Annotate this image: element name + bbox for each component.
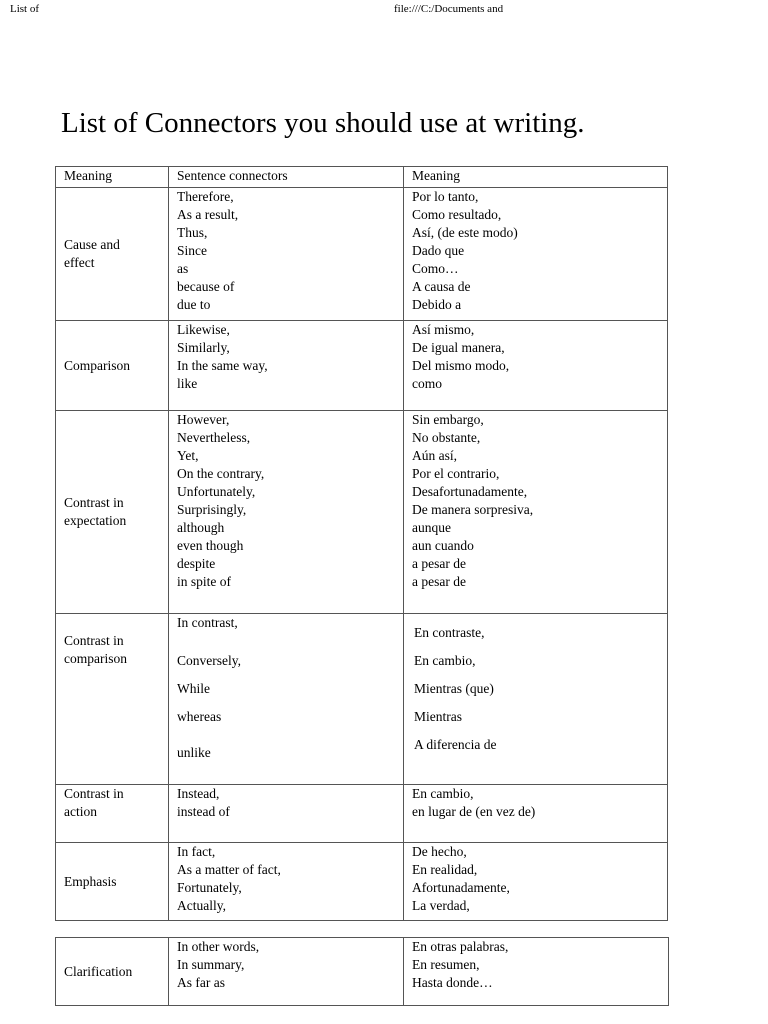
connector: Surprisingly,	[177, 502, 247, 517]
row-meaning	[56, 843, 169, 921]
connector: Unfortunately,	[177, 484, 256, 499]
document-title: List of Connectors you should use at writing.	[61, 107, 585, 139]
connector: Conversely,	[177, 653, 241, 668]
translation: En cambio,	[414, 653, 476, 668]
row-meaning	[56, 411, 169, 614]
clarification-table	[55, 937, 669, 1006]
connector: In other words,	[177, 939, 260, 954]
connector: as	[177, 261, 189, 276]
browser-header-path: file:///C:/Documents and	[394, 3, 504, 15]
row-connectors	[169, 188, 404, 321]
translation: Hasta donde…	[412, 975, 493, 990]
header-meaning-spanish: Meaning	[404, 167, 668, 188]
connector: Nevertheless,	[177, 430, 251, 445]
row-spanish	[404, 188, 668, 321]
translation: Mientras	[414, 709, 462, 724]
row-connectors	[169, 938, 404, 1006]
translation: En realidad,	[412, 862, 478, 877]
connector: While	[177, 681, 210, 696]
header-sentence-connectors: Sentence connectors	[169, 167, 404, 188]
connector: in spite of	[177, 574, 231, 589]
translation: aun cuando	[412, 538, 474, 553]
row-spanish	[404, 321, 668, 411]
table-row	[56, 938, 669, 1006]
meaning-line: Contrast in	[64, 786, 124, 801]
connector: In the same way,	[177, 358, 268, 373]
translation: Por lo tanto,	[412, 189, 479, 204]
translation: en lugar de (en vez de)	[412, 804, 536, 819]
translation: En cambio,	[412, 786, 474, 801]
translation: En contraste,	[414, 625, 485, 640]
connector: because of	[177, 279, 235, 294]
table-row	[56, 843, 668, 921]
connector: As far as	[177, 975, 225, 990]
translation: Mientras (que)	[414, 681, 494, 696]
translation: De manera sorpresiva,	[412, 502, 534, 517]
translation: No obstante,	[412, 430, 481, 445]
meaning-line: Emphasis	[64, 873, 117, 889]
translation: a pesar de	[412, 574, 466, 589]
translation: En resumen,	[412, 957, 480, 972]
translation: Desafortunadamente,	[412, 484, 528, 499]
connector: instead of	[177, 804, 230, 819]
translation: Así mismo,	[412, 322, 475, 337]
table-row	[56, 614, 668, 785]
meaning-line: Contrast in	[64, 495, 124, 510]
connector: Similarly,	[177, 340, 230, 355]
meaning-line: Cause and	[64, 237, 120, 252]
connector: However,	[177, 412, 230, 427]
connectors-table	[55, 166, 668, 921]
meaning-line: Contrast in	[64, 633, 124, 648]
header-meaning: Meaning	[56, 167, 169, 188]
translation: como	[412, 376, 442, 391]
connector: Actually,	[177, 898, 226, 913]
connector: As a result,	[177, 207, 239, 222]
row-spanish	[404, 614, 668, 785]
meaning-line: Clarification	[64, 963, 133, 979]
row-meaning	[56, 938, 169, 1006]
connector: In summary,	[177, 957, 245, 972]
connector: even though	[177, 538, 244, 553]
connector: due to	[177, 297, 211, 312]
connector: On the contrary,	[177, 466, 265, 481]
table-row	[56, 785, 668, 843]
meaning-line: effect	[64, 255, 95, 270]
connector: In contrast,	[177, 615, 238, 630]
row-meaning	[56, 321, 169, 411]
table-header-row	[56, 167, 668, 188]
row-connectors	[169, 614, 404, 785]
browser-header-title: List of	[10, 3, 40, 15]
translation: En otras palabras,	[412, 939, 509, 954]
translation: De hecho,	[412, 844, 467, 859]
connector: despite	[177, 556, 216, 571]
connector: whereas	[177, 709, 222, 724]
connector: unlike	[177, 745, 211, 760]
row-connectors	[169, 411, 404, 614]
meaning-line: Comparison	[64, 357, 130, 373]
translation: a pesar de	[412, 556, 466, 571]
row-spanish	[404, 843, 668, 921]
translation: Dado que	[412, 243, 465, 258]
translation: Por el contrario,	[412, 466, 500, 481]
connector: Thus,	[177, 225, 208, 240]
connector: Since	[177, 243, 207, 258]
translation: Como…	[412, 261, 459, 276]
connector: Instead,	[177, 786, 220, 801]
row-spanish	[404, 785, 668, 843]
translation: La verdad,	[412, 898, 470, 913]
translation: A causa de	[412, 279, 471, 294]
translation: Como resultado,	[412, 207, 502, 222]
translation: Aún así,	[412, 448, 457, 463]
translation: A diferencia de	[414, 737, 497, 752]
connector: In fact,	[177, 844, 216, 859]
connector: Likewise,	[177, 322, 230, 337]
translation: Debido a	[412, 297, 462, 312]
translation: Así, (de este modo)	[412, 225, 518, 240]
connector: Fortunately,	[177, 880, 242, 895]
row-spanish	[404, 938, 669, 1006]
meaning-line: action	[64, 804, 97, 819]
row-meaning	[56, 614, 169, 785]
table-row	[56, 321, 668, 411]
table-row	[56, 188, 668, 321]
connector: like	[177, 376, 198, 391]
translation: Del mismo modo,	[412, 358, 510, 373]
connector: although	[177, 520, 225, 535]
row-connectors	[169, 321, 404, 411]
row-connectors	[169, 843, 404, 921]
row-meaning	[56, 188, 169, 321]
row-connectors	[169, 785, 404, 843]
translation: Sin embargo,	[412, 412, 484, 427]
connector: Yet,	[177, 448, 199, 463]
meaning-line: comparison	[64, 651, 127, 666]
row-meaning	[56, 785, 169, 843]
translation: De igual manera,	[412, 340, 505, 355]
table-row	[56, 411, 668, 614]
row-spanish	[404, 411, 668, 614]
meaning-line: expectation	[64, 513, 127, 528]
translation: Afortunadamente,	[412, 880, 510, 895]
connector: As a matter of fact,	[177, 862, 281, 877]
connector: Therefore,	[177, 189, 234, 204]
translation: aunque	[412, 520, 451, 535]
